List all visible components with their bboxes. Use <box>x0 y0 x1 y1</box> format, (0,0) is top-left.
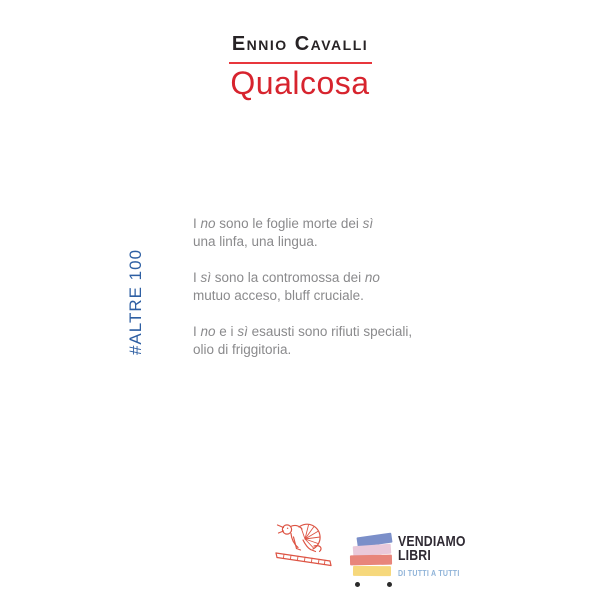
poem-paragraph: I no e i sì esausti sono rifiuti speciali, olio di friggitoria. <box>193 324 413 357</box>
publisher-creature-icon <box>272 516 336 568</box>
bookseller-logo <box>348 528 480 592</box>
poem-paragraph: I sì sono la contromossa dei no mutuo acceso, bluff cruciale. <box>193 270 380 303</box>
author-name: Ennio Cavalli <box>231 33 369 55</box>
poem-paragraph: I no sono le foglie morte dei sì una linfa, una lingua. <box>193 216 374 249</box>
bookseller-tagline: DI TUTTI A TUTTI <box>398 569 460 578</box>
cart-wheel-icon <box>387 582 392 587</box>
book-spine <box>350 555 392 566</box>
book-cart-icon <box>348 528 398 592</box>
bookseller-name-line1: VENDIAMO <box>398 533 466 550</box>
book-title: Qualcosa <box>230 65 370 101</box>
book-spine <box>353 566 391 576</box>
series-label-vertical: #ALTRE 100 <box>126 248 145 356</box>
bookseller-name-line2: LIBRI <box>398 547 431 564</box>
bookseller-wordmark <box>398 535 480 578</box>
cart-wheel-icon <box>355 582 360 587</box>
poem-text-block <box>193 215 423 377</box>
